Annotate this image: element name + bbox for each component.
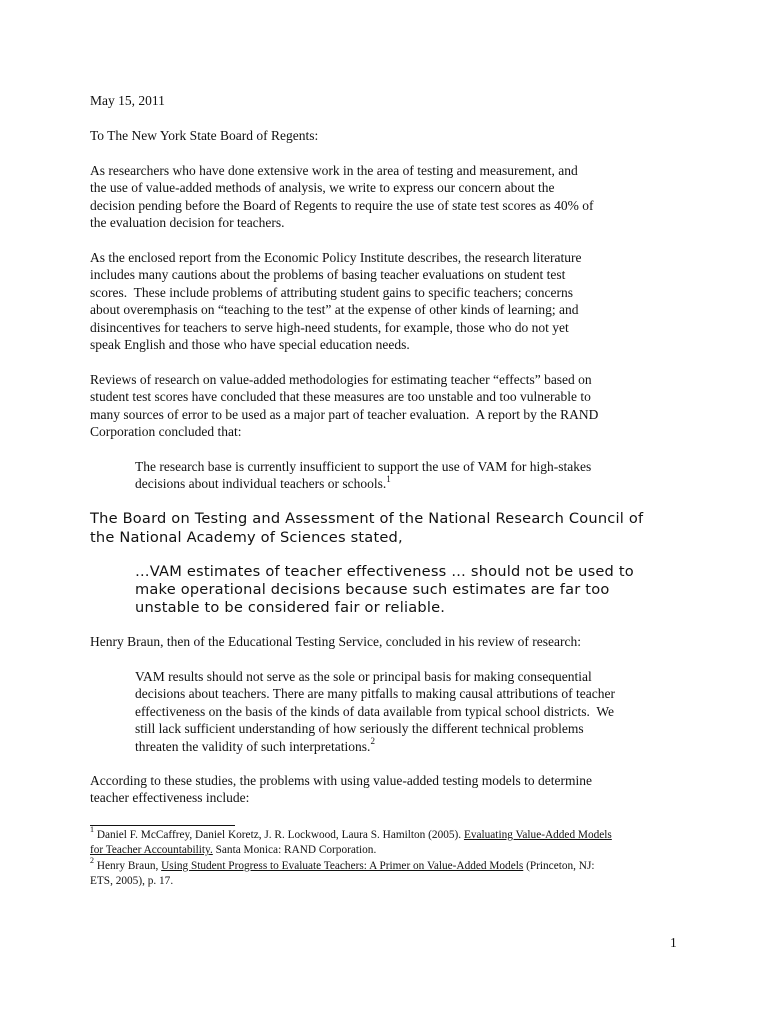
nrc-quote [135,563,695,618]
footnote-2-cont: ETS, 2005), p. 17. [90,875,174,888]
text-line: still lack sufficient understanding of how seriously the different technical problems [135,721,584,737]
text-line: effectiveness on the basis of the kinds of data available from typical school districts. We [135,703,615,719]
text-line: decision pending before the Board of Regents to require the use of state test scores as 40% of [90,197,594,213]
footnote-1-cont [90,843,690,858]
quote-text: decisions about individual teachers or schools. [135,476,387,492]
text-line: disincentives for teachers to serve high-need students, for example, those who do not yet [90,319,569,335]
text-line: As the enclosed report from the Economic Policy Institute describes, the research literature [90,250,582,265]
footnote-text: Santa Monica: RAND Corporation. [212,844,377,857]
paragraph-braun: Henry Braun, then of the Educational Testing Service, concluded in his review of research: [90,634,582,649]
text-line: about overemphasis on “teaching to the test” at the expense of other kinds of learning; and [90,302,579,318]
text-line: Corporation concluded that: [90,424,242,440]
paragraph-intro [90,162,690,232]
text-line: …VAM estimates of teacher effectiveness … should not be used to [135,563,634,580]
text-line: the use of value-added methods of analysis, we write to express our concern about the [90,180,555,196]
paragraph-board [90,510,690,547]
braun-quote [135,668,695,755]
footnote-number: 2 [90,856,94,866]
paragraph-problems [90,772,690,807]
letter-date: May 15, 2011 [90,93,165,108]
text-line: make operational decisions because such estimates are far too [135,581,610,599]
text-line: teacher effectiveness include: [90,790,250,806]
footnote-text: (Princeton, NJ: [523,859,595,872]
text-line: the evaluation decision for teachers. [90,215,285,231]
footnote-2 [90,856,690,874]
footnote-ref-2[interactable]: 2 [370,736,375,747]
footnote-ref-1[interactable]: 1 [386,473,391,484]
rand-quote [135,458,695,493]
text-line: speak English and those who have special education needs. [90,337,410,353]
footnote-title-link[interactable]: Using Student Progress to Evaluate Teachers: A Primer on Value-Added Models [161,859,524,872]
footnote-title-link[interactable]: for Teacher Accountability. [90,844,213,857]
paragraph-reviews [90,371,690,441]
footnotes [90,825,690,890]
text-line [135,475,695,492]
text-line: The Board on Testing and Assessment of the National Research Council of [90,510,644,527]
footnote-number: 1 [90,825,94,835]
text-line: scores. These include problems of attributing student gains to specific teachers; concerns [90,284,573,300]
text-line: decisions about teachers. There are many pitfalls to making causal attributions of teacher [135,686,615,702]
text-line: unstable to be considered fair or reliable. [135,599,446,617]
footnote-1 [90,825,690,843]
footnote-title-link[interactable]: Evaluating Value-Added Models [463,829,612,841]
text-line: The research base is currently insufficient to support the use of VAM for high-stakes [135,459,592,474]
text-line: Reviews of research on value-added methodologies for estimating teacher “effects” based on [90,372,592,387]
page-number: 1 [670,935,677,950]
footnote-text: Henry Braun, [94,859,162,872]
paragraph-epi-report [90,249,690,353]
text-line [135,738,695,755]
text-line: includes many cautions about the problems of basing teacher evaluations on student test [90,267,566,283]
salutation: To The New York State Board of Regents: [90,128,319,143]
text-line: VAM results should not serve as the sole or principal basis for making consequential [135,669,592,684]
text-line: student test scores have concluded that these measures are too unstable and too vulnerable to [90,389,591,405]
text-line: According to these studies, the problems with using value-added testing models to determine [90,773,593,788]
text-line: As researchers who have done extensive work in the area of testing and measurement, and [90,163,578,178]
quote-text: threaten the validity of such interpretations. [135,738,371,754]
footnote-text: Daniel F. McCaffrey, Daniel Koretz, J. R. Lockwood, Laura S. Hamilton (2005). [94,829,464,841]
text-line: many sources of error to be used as a major part of teacher evaluation. A report by the RAND [90,406,599,422]
footnote-separator [90,825,235,826]
text-line: the National Academy of Sciences stated, [90,528,403,546]
